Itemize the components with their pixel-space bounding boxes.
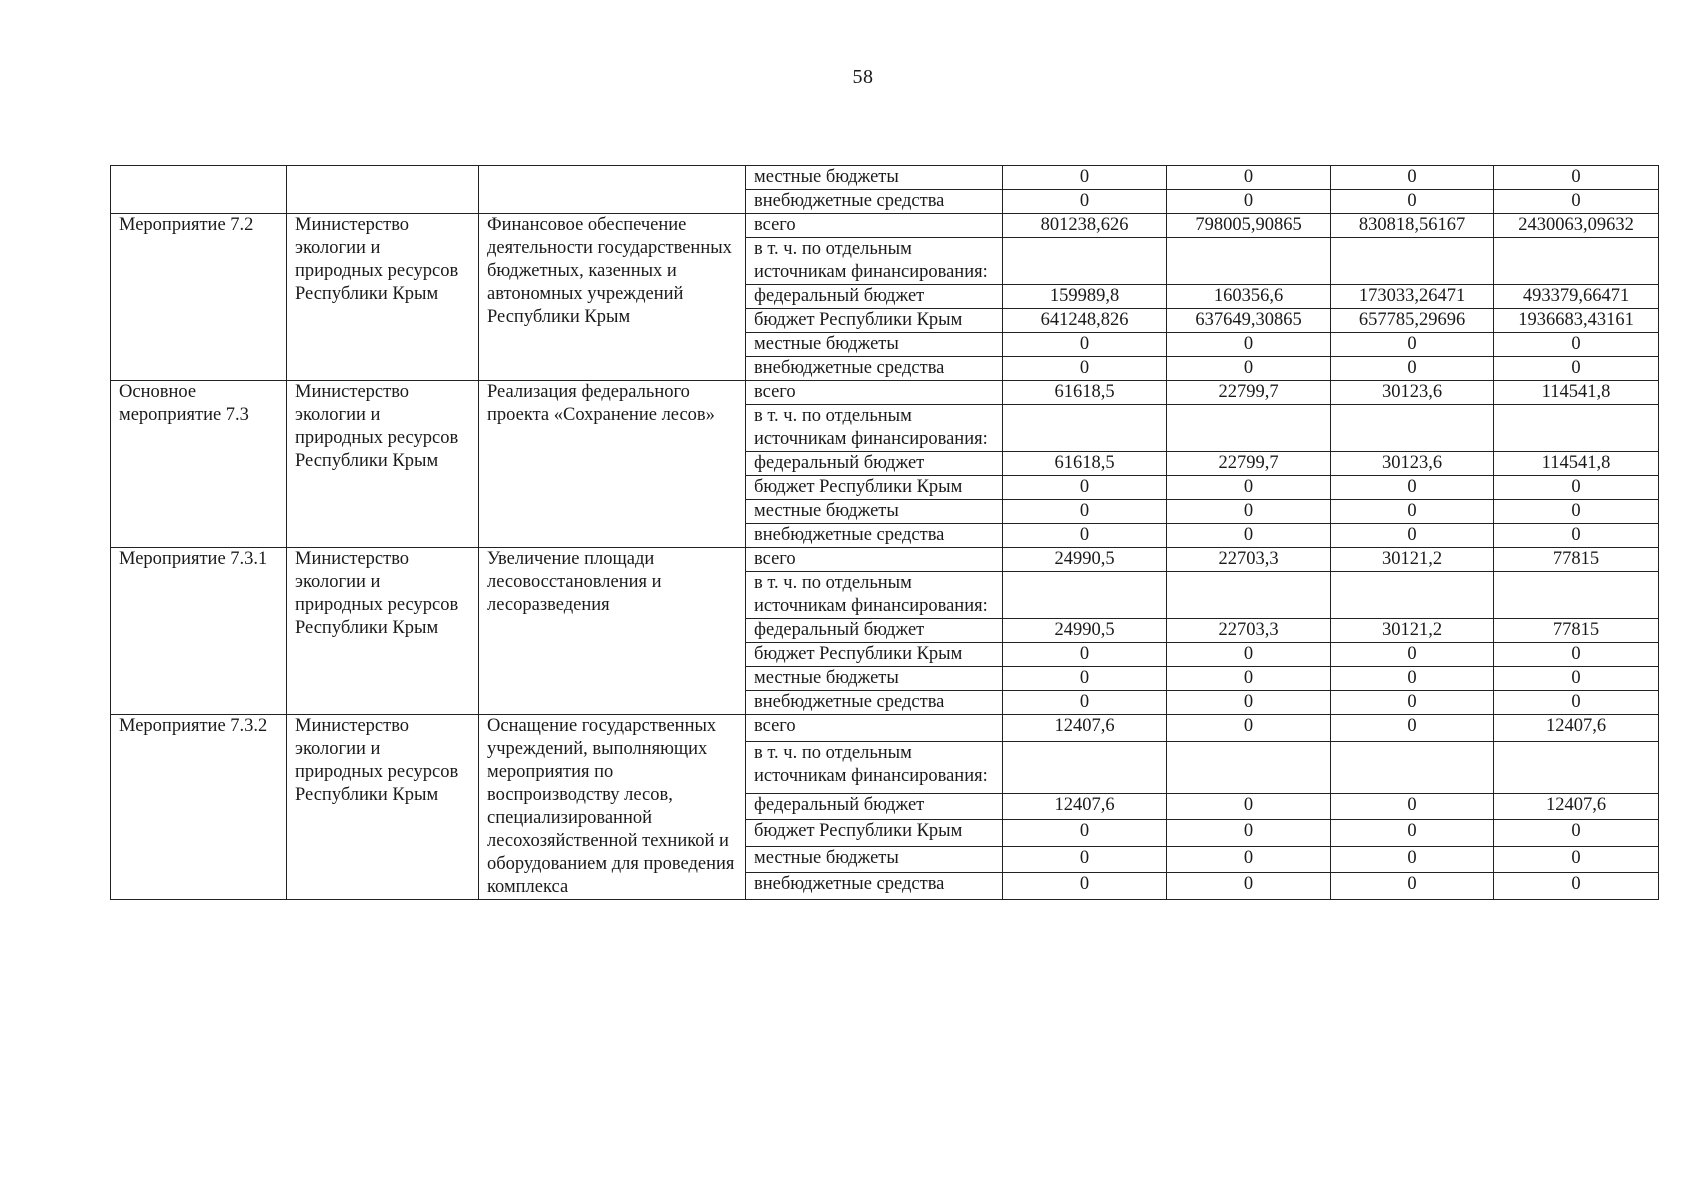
table-row xyxy=(111,166,1659,190)
amount-cell-3: 30123,6 xyxy=(1331,381,1494,405)
executor-cell: Министерство экологии и природных ресурсов Республики Крым xyxy=(287,715,479,900)
amount-cell-3 xyxy=(1331,572,1494,619)
amount-cell-3: 0 xyxy=(1331,524,1494,548)
amount-cell-2: 0 xyxy=(1167,667,1331,691)
source-cell: всего xyxy=(746,214,1003,238)
amount-cell-1: 0 xyxy=(1003,333,1167,357)
amount-cell-1: 0 xyxy=(1003,357,1167,381)
table-row xyxy=(111,214,1659,238)
amount-cell-4: 0 xyxy=(1494,500,1659,524)
source-cell: бюджет Республики Крым xyxy=(746,820,1003,847)
amount-cell-1: 12407,6 xyxy=(1003,715,1167,742)
source-cell: внебюджетные средства xyxy=(746,357,1003,381)
amount-cell-2: 0 xyxy=(1167,333,1331,357)
source-cell: бюджет Республики Крым xyxy=(746,309,1003,333)
amount-cell-1: 0 xyxy=(1003,500,1167,524)
amount-cell-1 xyxy=(1003,238,1167,285)
amount-cell-4: 1936683,43161 xyxy=(1494,309,1659,333)
source-cell: всего xyxy=(746,715,1003,742)
amount-cell-3: 0 xyxy=(1331,873,1494,900)
source-cell: в т. ч. по отдельным источникам финансирования: xyxy=(746,238,1003,285)
amount-cell-1: 0 xyxy=(1003,820,1167,847)
amount-cell-1: 0 xyxy=(1003,190,1167,214)
amount-cell-2: 22703,3 xyxy=(1167,548,1331,572)
source-cell: бюджет Республики Крым xyxy=(746,643,1003,667)
amount-cell-1: 0 xyxy=(1003,846,1167,873)
amount-cell-3: 0 xyxy=(1331,333,1494,357)
table-row xyxy=(111,381,1659,405)
amount-cell-2: 0 xyxy=(1167,820,1331,847)
amount-cell-1 xyxy=(1003,405,1167,452)
amount-cell-2: 637649,30865 xyxy=(1167,309,1331,333)
amount-cell-4: 0 xyxy=(1494,846,1659,873)
amount-cell-1: 61618,5 xyxy=(1003,452,1167,476)
amount-cell-2: 0 xyxy=(1167,476,1331,500)
amount-cell-2: 0 xyxy=(1167,524,1331,548)
amount-cell-4: 0 xyxy=(1494,476,1659,500)
amount-cell-3: 0 xyxy=(1331,357,1494,381)
source-cell: внебюджетные средства xyxy=(746,873,1003,900)
amount-cell-1: 0 xyxy=(1003,667,1167,691)
amount-cell-2: 0 xyxy=(1167,166,1331,190)
amount-cell-1: 0 xyxy=(1003,691,1167,715)
amount-cell-2 xyxy=(1167,741,1331,793)
amount-cell-1: 24990,5 xyxy=(1003,548,1167,572)
event-cell: Мероприятие 7.3.2 xyxy=(111,715,287,900)
executor-cell: Министерство экологии и природных ресурсов Республики Крым xyxy=(287,214,479,381)
amount-cell-1: 12407,6 xyxy=(1003,793,1167,820)
amount-cell-2 xyxy=(1167,572,1331,619)
name-cell: Финансовое обеспечение деятельности государственных бюджетных, казенных и автономных учреждений Республики Крым xyxy=(479,214,746,381)
funding-table-body xyxy=(111,166,1659,900)
executor-cell: Министерство экологии и природных ресурсов Республики Крым xyxy=(287,381,479,548)
amount-cell-3: 0 xyxy=(1331,643,1494,667)
amount-cell-1: 0 xyxy=(1003,166,1167,190)
amount-cell-3 xyxy=(1331,405,1494,452)
amount-cell-1 xyxy=(1003,572,1167,619)
amount-cell-3: 0 xyxy=(1331,667,1494,691)
source-cell: внебюджетные средства xyxy=(746,691,1003,715)
source-cell: местные бюджеты xyxy=(746,667,1003,691)
amount-cell-3: 0 xyxy=(1331,476,1494,500)
amount-cell-1: 641248,826 xyxy=(1003,309,1167,333)
amount-cell-3: 657785,29696 xyxy=(1331,309,1494,333)
amount-cell-3: 0 xyxy=(1331,691,1494,715)
source-cell: местные бюджеты xyxy=(746,500,1003,524)
source-cell: федеральный бюджет xyxy=(746,619,1003,643)
source-cell: внебюджетные средства xyxy=(746,190,1003,214)
source-cell: внебюджетные средства xyxy=(746,524,1003,548)
amount-cell-4 xyxy=(1494,405,1659,452)
amount-cell-2: 0 xyxy=(1167,873,1331,900)
amount-cell-4: 0 xyxy=(1494,524,1659,548)
event-cell: Основное мероприятие 7.3 xyxy=(111,381,287,548)
executor-cell xyxy=(287,166,479,214)
amount-cell-4 xyxy=(1494,572,1659,619)
amount-cell-4: 0 xyxy=(1494,643,1659,667)
amount-cell-4: 0 xyxy=(1494,333,1659,357)
amount-cell-3 xyxy=(1331,238,1494,285)
amount-cell-2 xyxy=(1167,238,1331,285)
amount-cell-1: 24990,5 xyxy=(1003,619,1167,643)
source-cell: федеральный бюджет xyxy=(746,793,1003,820)
source-cell: местные бюджеты xyxy=(746,333,1003,357)
source-cell: всего xyxy=(746,548,1003,572)
amount-cell-2: 0 xyxy=(1167,643,1331,667)
amount-cell-2 xyxy=(1167,405,1331,452)
amount-cell-2: 22799,7 xyxy=(1167,381,1331,405)
amount-cell-1 xyxy=(1003,741,1167,793)
amount-cell-4: 0 xyxy=(1494,357,1659,381)
executor-cell: Министерство экологии и природных ресурсов Республики Крым xyxy=(287,548,479,715)
name-cell xyxy=(479,166,746,214)
amount-cell-3: 30123,6 xyxy=(1331,452,1494,476)
source-cell: в т. ч. по отдельным источникам финансирования: xyxy=(746,405,1003,452)
amount-cell-3: 0 xyxy=(1331,846,1494,873)
amount-cell-3: 173033,26471 xyxy=(1331,285,1494,309)
source-cell: в т. ч. по отдельным источникам финансирования: xyxy=(746,741,1003,793)
amount-cell-1: 0 xyxy=(1003,643,1167,667)
amount-cell-1: 0 xyxy=(1003,873,1167,900)
amount-cell-3: 830818,56167 xyxy=(1331,214,1494,238)
amount-cell-2: 22703,3 xyxy=(1167,619,1331,643)
name-cell: Реализация федерального проекта «Сохранение лесов» xyxy=(479,381,746,548)
amount-cell-4: 12407,6 xyxy=(1494,793,1659,820)
amount-cell-1: 61618,5 xyxy=(1003,381,1167,405)
event-cell: Мероприятие 7.3.1 xyxy=(111,548,287,715)
name-cell: Оснащение государственных учреждений, выполняющих мероприятия по воспроизводству лесов, специализированной лесохозяйственной техникой и оборудованием для проведения комплекса xyxy=(479,715,746,900)
source-cell: местные бюджеты xyxy=(746,846,1003,873)
source-cell: всего xyxy=(746,381,1003,405)
amount-cell-2: 160356,6 xyxy=(1167,285,1331,309)
source-cell: федеральный бюджет xyxy=(746,452,1003,476)
amount-cell-4 xyxy=(1494,741,1659,793)
page-number: 58 xyxy=(852,66,874,88)
amount-cell-1: 801238,626 xyxy=(1003,214,1167,238)
amount-cell-3: 0 xyxy=(1331,820,1494,847)
amount-cell-3: 0 xyxy=(1331,715,1494,742)
amount-cell-4: 12407,6 xyxy=(1494,715,1659,742)
source-cell: бюджет Республики Крым xyxy=(746,476,1003,500)
amount-cell-3 xyxy=(1331,741,1494,793)
amount-cell-3: 30121,2 xyxy=(1331,548,1494,572)
amount-cell-2: 0 xyxy=(1167,793,1331,820)
event-cell: Мероприятие 7.2 xyxy=(111,214,287,381)
source-cell: в т. ч. по отдельным источникам финансирования: xyxy=(746,572,1003,619)
amount-cell-4: 0 xyxy=(1494,166,1659,190)
amount-cell-4: 77815 xyxy=(1494,619,1659,643)
amount-cell-4: 0 xyxy=(1494,190,1659,214)
amount-cell-3: 0 xyxy=(1331,190,1494,214)
amount-cell-1: 159989,8 xyxy=(1003,285,1167,309)
amount-cell-1: 0 xyxy=(1003,476,1167,500)
amount-cell-3: 0 xyxy=(1331,166,1494,190)
amount-cell-2: 0 xyxy=(1167,500,1331,524)
amount-cell-2: 0 xyxy=(1167,190,1331,214)
amount-cell-4: 114541,8 xyxy=(1494,452,1659,476)
amount-cell-3: 30121,2 xyxy=(1331,619,1494,643)
amount-cell-3: 0 xyxy=(1331,500,1494,524)
amount-cell-4: 493379,66471 xyxy=(1494,285,1659,309)
amount-cell-2: 0 xyxy=(1167,691,1331,715)
amount-cell-2: 0 xyxy=(1167,357,1331,381)
source-cell: федеральный бюджет xyxy=(746,285,1003,309)
event-cell xyxy=(111,166,287,214)
amount-cell-2: 0 xyxy=(1167,846,1331,873)
amount-cell-4: 114541,8 xyxy=(1494,381,1659,405)
amount-cell-2: 0 xyxy=(1167,715,1331,742)
amount-cell-4: 0 xyxy=(1494,873,1659,900)
amount-cell-4: 2430063,09632 xyxy=(1494,214,1659,238)
source-cell: местные бюджеты xyxy=(746,166,1003,190)
funding-table xyxy=(110,165,1659,900)
amount-cell-2: 798005,90865 xyxy=(1167,214,1331,238)
table-row xyxy=(111,548,1659,572)
amount-cell-1: 0 xyxy=(1003,524,1167,548)
amount-cell-4: 0 xyxy=(1494,667,1659,691)
amount-cell-4: 0 xyxy=(1494,691,1659,715)
amount-cell-2: 22799,7 xyxy=(1167,452,1331,476)
amount-cell-4: 0 xyxy=(1494,820,1659,847)
amount-cell-4 xyxy=(1494,238,1659,285)
amount-cell-4: 77815 xyxy=(1494,548,1659,572)
name-cell: Увеличение площади лесовосстановления и лесоразведения xyxy=(479,548,746,715)
table-row xyxy=(111,715,1659,742)
amount-cell-3: 0 xyxy=(1331,793,1494,820)
